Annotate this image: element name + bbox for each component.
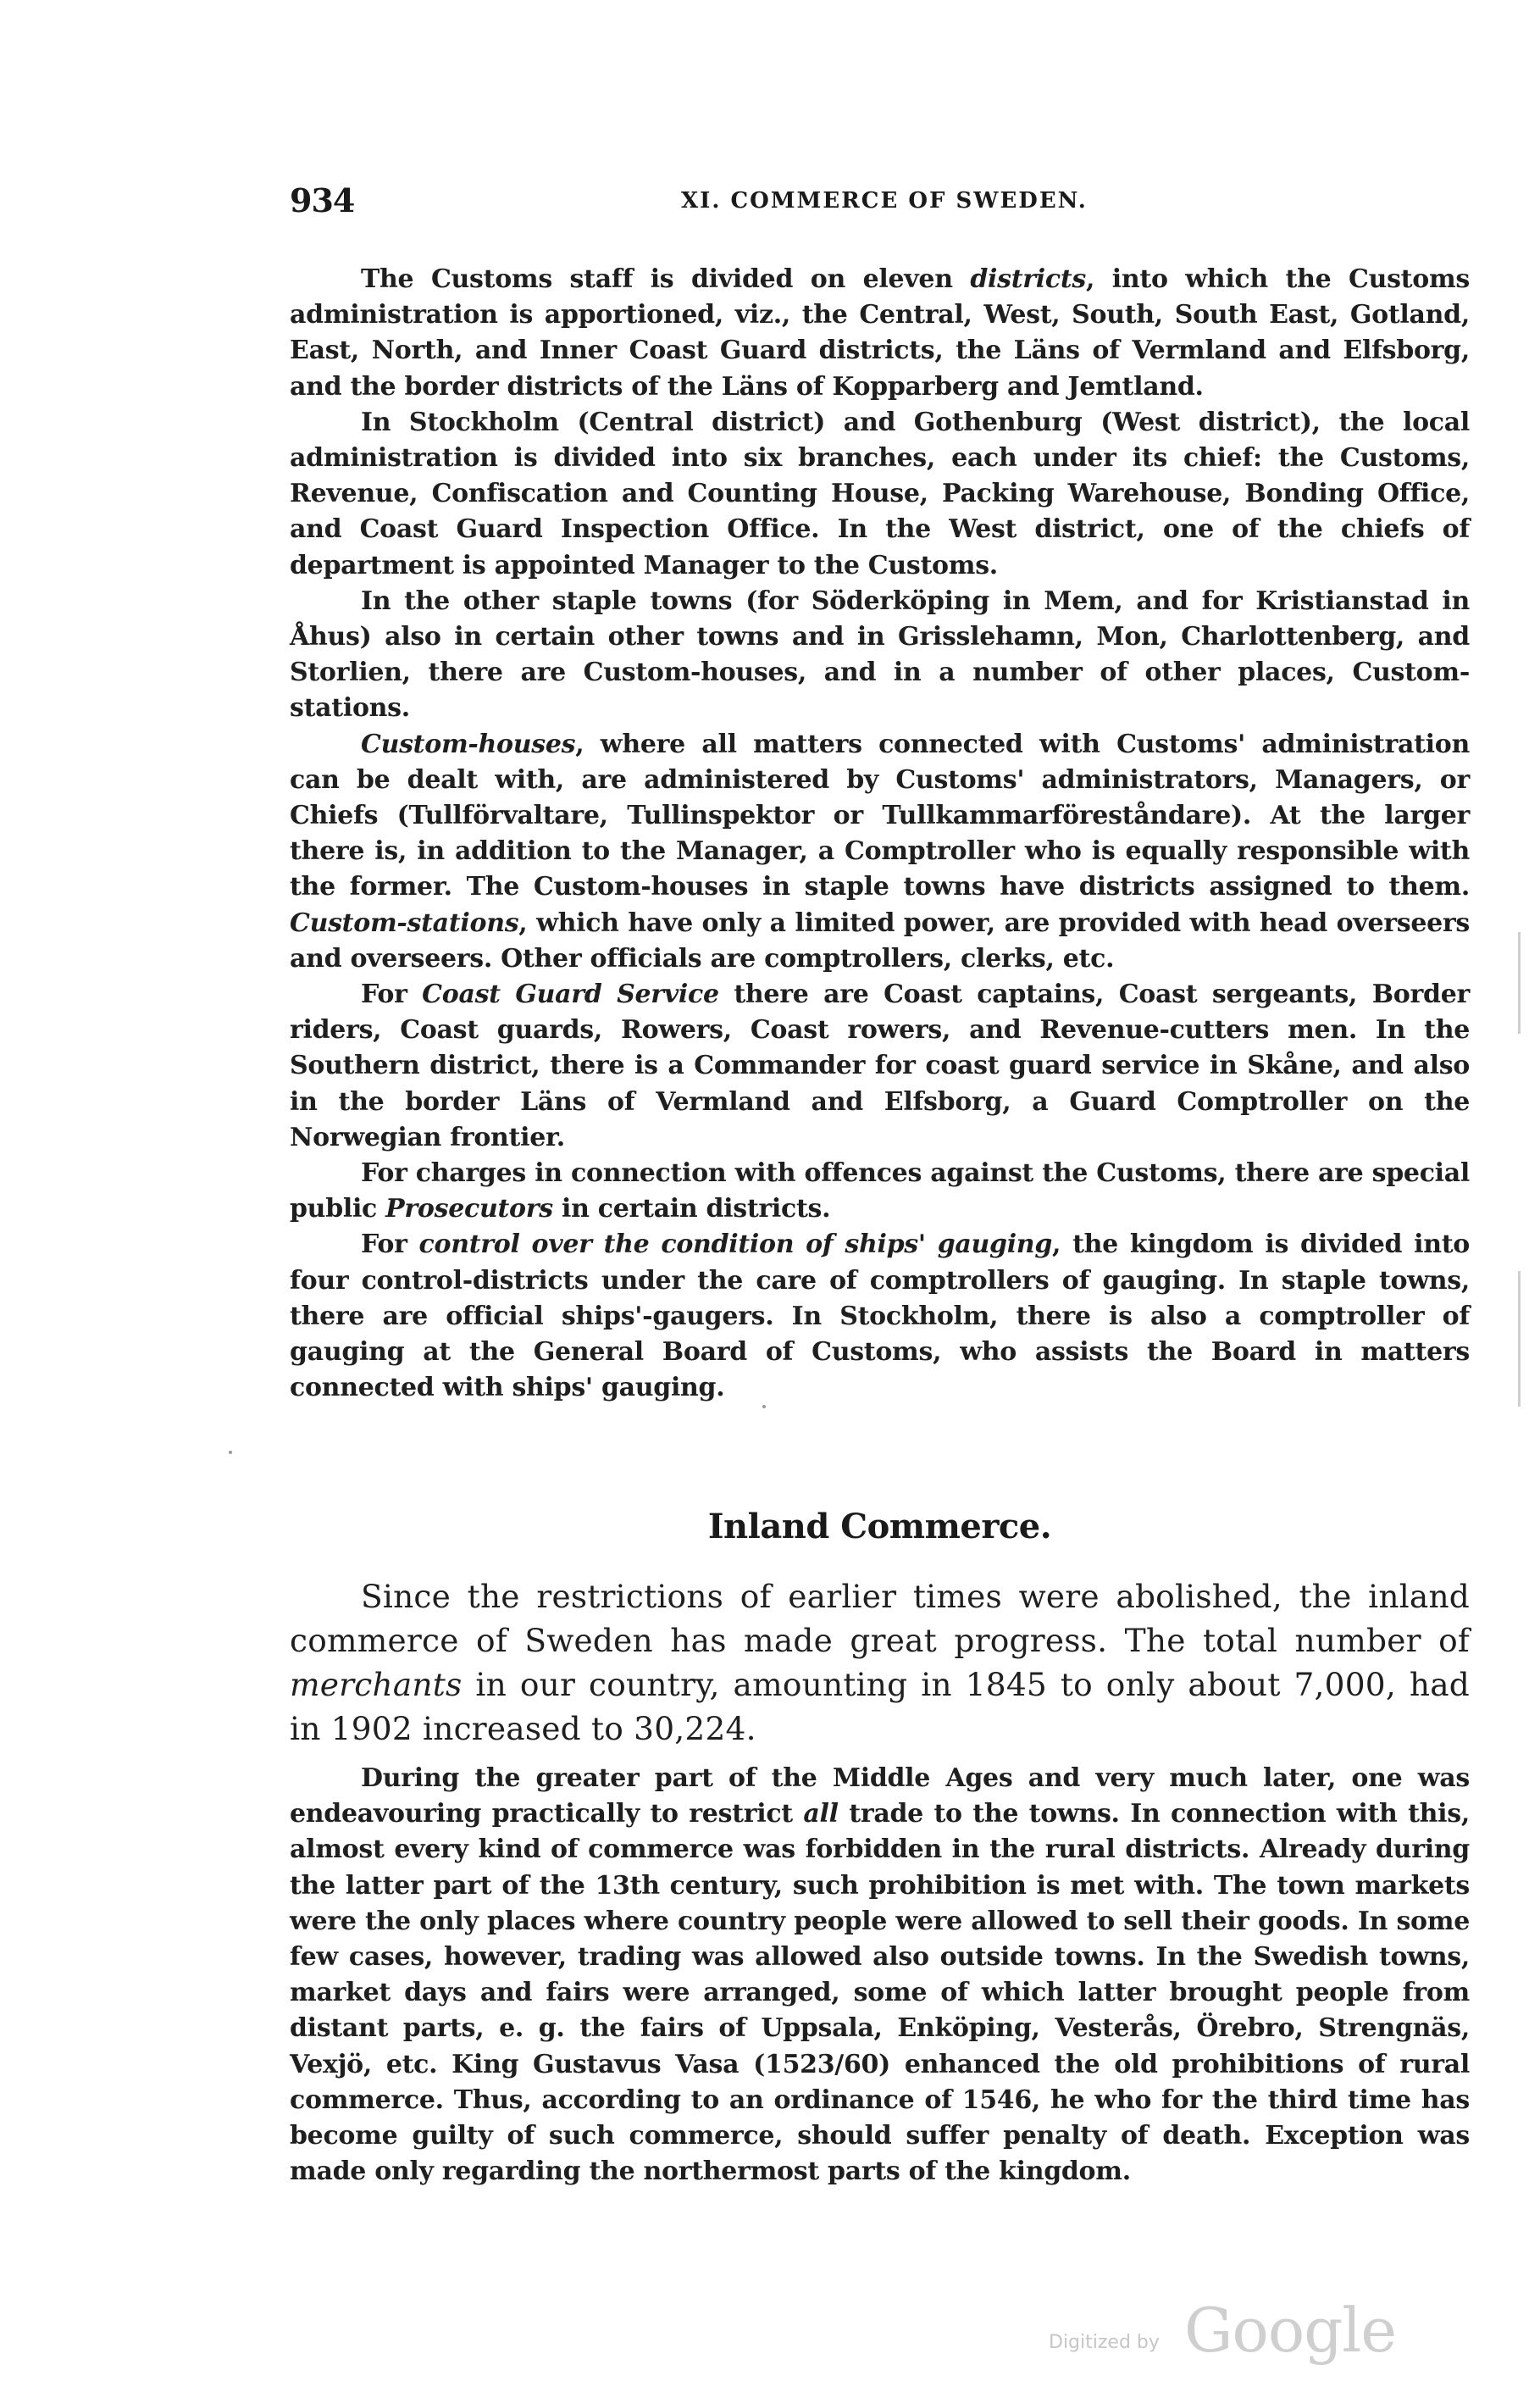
scan-edge-mark (1518, 932, 1521, 1034)
paragraph-staple-towns: In the other staple towns (for Söderköping in Mem, and for Kristianstad in Åhus) also in certain other towns and in Grisslehamn, Mon, Charlottenberg, and Storlien, there are Custom-houses, and in a number of other places, Custom-stations. (290, 586, 1470, 724)
google-logo: Google (1184, 2295, 1396, 2366)
watermark-caption: Digitized by (1049, 2332, 1160, 2353)
running-head (290, 181, 1476, 224)
paragraph-coast-guard: For Coast Guard Service there are Coast captains, Coast sergeants, Border riders, Coast guards, Rowers, Coast rowers, and Revenue-cutters men. In the Southern district, there is a Commander for coast guard service in Skåne, and also in the border Läns of Vermland and Elfsborg, a Guard Comptroller on the Norwegian frontier. (290, 980, 1470, 1152)
chapter-title: XI. COMMERCE OF SWEDEN. (681, 188, 1088, 214)
paragraph-custom-houses: Custom-houses, where all matters connected with Customs' administration can be dealt with, are administered by Customs' administrators, Managers, or Chiefs (Tullförvaltare, Tullinspektor or Tullkammarföreståndare). At the larger there is, in addition to the Manager, a Comptroller who is equally responsible with the former. The Custom-houses in staple towns have districts assigned to them. Custom-stations, which have only a limited power, are provided with head overseers and overseers. Other officials are comptrollers, clerks, etc. (290, 729, 1470, 974)
paragraph-middle-ages: During the greater part of the Middle Ages and very much later, one was endeavouring practically to restrict all trade to the towns. In connection with this, almost every kind of commerce was forbidden in the rural districts. Already during the latter part of the 13th century, such prohibition is met with. The town markets were the only places where country people were allowed to sell their goods. In some few cases, however, trading was allowed also outside towns. In the Swedish towns, market days and fairs were arranged, some of which latter brought people from distant parts, e. g. the fairs of Uppsala, Enköping, Vesterås, Örebro, Strengnäs, Vexjö, etc. King Gustavus Vasa (1523/60) enhanced the old prohibitions of rural commerce. Thus, according to an ordinance of 1546, he who for the third time has become guilty of such commerce, should suffer penalty of death. Exception was made only regarding the northermost parts of the kingdom. (290, 1763, 1470, 2187)
scan-speck (762, 1405, 766, 1408)
paragraph-ships-gauging: For control over the condition of ships' gauging, the kingdom is divided into four control-districts under the care of comptrollers of gauging. In staple towns, there are official ships'-gaugers. In Stockholm, there is also a comptroller of gauging at the General Board of Customs, who assists the Board in matters connected with ships' gauging. (290, 1230, 1471, 1403)
paragraph-stockholm-gothenburg: In Stockholm (Central district) and Gothenburg (West district), the local administration is divided into six branches, each under its chief: the Customs, Revenue, Confiscation and Counting House, Packing Warehouse, Bonding Office, and Coast Guard Inspection Office. In the West district, one of the chiefs of department is appointed Manager to the Customs. (290, 407, 1470, 580)
section-heading: Inland Commerce. (707, 1507, 1052, 1546)
paragraph-prosecutors: For charges in connection with offences against the Customs, there are special public Prosecutors in certain districts. (290, 1158, 1470, 1224)
scan-edge-mark (1518, 1271, 1521, 1407)
page-number: 934 (290, 181, 355, 219)
digitized-by-google-watermark (1049, 2295, 1421, 2371)
middle-ages-section (290, 1761, 1470, 2190)
customs-section (290, 262, 1470, 1407)
paragraph-customs-districts: The Customs staff is divided on eleven districts, into which the Customs administration is apportioned, viz., the Central, West, South, South East, Gotland, East, North, and Inner Coast Guard districts, the Läns of Vermland and Elfsborg, and the border districts of the Läns of Kopparberg and Jemtland. (290, 264, 1470, 402)
inland-intro (290, 1574, 1470, 1751)
scan-speck (229, 1451, 232, 1454)
paragraph-inland-intro: Since the restrictions of earlier times were abolished, the inland commerce of Sweden has made great progress. The total number of merchants in our country, amounting in 1845 to only about 7,000, had in 1902 increased to 30,224. (290, 1578, 1470, 1747)
